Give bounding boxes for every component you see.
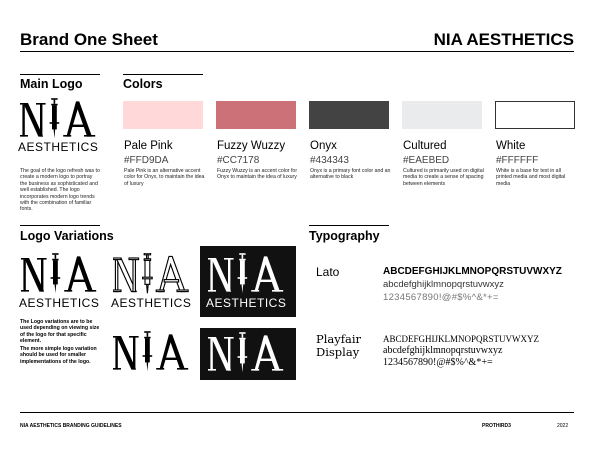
footer-rule [20, 412, 574, 413]
font-name-lato: Lato [316, 265, 340, 279]
logo-variation-note-2: The more simple logo variation should be used for smaller implementations of the logo. [20, 346, 97, 365]
swatch-name: Fuzzy Wuzzy [217, 140, 286, 152]
swatch-hex: #434343 [310, 155, 349, 166]
font-playfair-numbers: 1234567890!@#$%^&*+= [383, 357, 493, 368]
swatch-fuzzy-wuzzy [216, 101, 296, 129]
logo-simple-black [113, 331, 193, 373]
logo-variation-black-subtext: AESTHETICS [19, 296, 100, 310]
swatch-cultured [402, 101, 482, 129]
page-title: Brand One Sheet [20, 30, 158, 49]
logo-variation-note-1: The Logo variations are to be used depending on viewing size of the logo for that specific element. [20, 319, 100, 345]
main-logo-description: The goal of the logo refresh was to create a modern logo to portray the business as sophisticated and well established. The logo incorporates modern logo trends with the combination of familiar fonts. [20, 168, 100, 213]
footer-left: NIA AESTHETICS BRANDING GUIDELINES [20, 423, 122, 429]
font-lato-numbers: 1234567890!@#$%^&*+= [383, 292, 499, 303]
colors-rule [123, 74, 203, 75]
nia-wordmark-icon [21, 253, 101, 295]
swatch-onyx [309, 101, 389, 129]
swatch-description: Fuzzy Wuzzy is an accent color for Onyx to maintain the idea of luxury [217, 168, 298, 181]
swatch-hex: #CC7178 [217, 155, 260, 166]
logo-simple-reversed [200, 328, 296, 380]
swatch-hex: #FFD9DA [124, 155, 169, 166]
swatch-hex: #EAEBED [403, 155, 450, 166]
main-logo-rule [20, 74, 100, 75]
main-logo [20, 98, 100, 140]
footer-center: PROTHIRD3 [482, 423, 511, 429]
font-lato-uppercase: ABCDEFGHIJKLMNOPQRSTUVWXYZ [383, 266, 562, 277]
swatch-description: Cultured is primarily used on digital media to create a sense of spacing between elements [403, 168, 484, 187]
swatch-name: Cultured [403, 140, 447, 152]
swatch-name: White [496, 140, 526, 152]
swatch-description: Onyx is a primary font color and an alternative to black [310, 168, 391, 181]
logo-variation-black [21, 253, 101, 295]
header-rule [20, 51, 574, 52]
logo-variation-outline [113, 253, 193, 295]
swatch-hex: #FFFFFF [496, 155, 539, 166]
colors-heading: Colors [123, 77, 163, 91]
nia-wordmark-white-icon [208, 253, 288, 295]
swatch-name: Pale Pink [124, 140, 173, 152]
swatch-pale-pink [123, 101, 203, 129]
swatch-description: White is a base for text in all printed media and most digital media [496, 168, 566, 187]
footer-right: 2022 [557, 423, 569, 429]
typography-heading: Typography [309, 229, 380, 243]
nia-wordmark-white-icon [208, 332, 288, 374]
main-logo-heading: Main Logo [20, 77, 83, 91]
nia-wordmark-icon [20, 98, 100, 140]
brand-name: NIA AESTHETICS [433, 30, 574, 49]
font-playfair-lowercase: abcdefghijklmnopqrstuvwxyz [383, 345, 503, 356]
nia-wordmark-outline-icon [113, 253, 193, 295]
swatch-white [495, 101, 575, 129]
font-playfair-uppercase: ABCDEFGHIJKLMNOPQRSTUVWXYZ [383, 334, 540, 344]
typography-rule [309, 225, 389, 226]
swatch-description: Pale Pink is an alternative accent color for Onyx, to maintain the idea of luxury [124, 168, 205, 187]
font-lato-lowercase: abcdefghijklmnopqrstuvwxyz [383, 279, 504, 290]
font-name-playfair: Playfair Display [316, 332, 362, 359]
logo-variation-reversed-subtext: AESTHETICS [206, 296, 287, 310]
swatch-name: Onyx [310, 140, 337, 152]
logo-variations-rule [20, 225, 100, 226]
logo-variations-heading: Logo Variations [20, 229, 114, 243]
logo-variation-reversed [200, 246, 296, 317]
nia-wordmark-icon [113, 331, 193, 373]
logo-variation-outline-subtext: AESTHETICS [111, 296, 192, 310]
main-logo-subtext: AESTHETICS [18, 140, 99, 154]
